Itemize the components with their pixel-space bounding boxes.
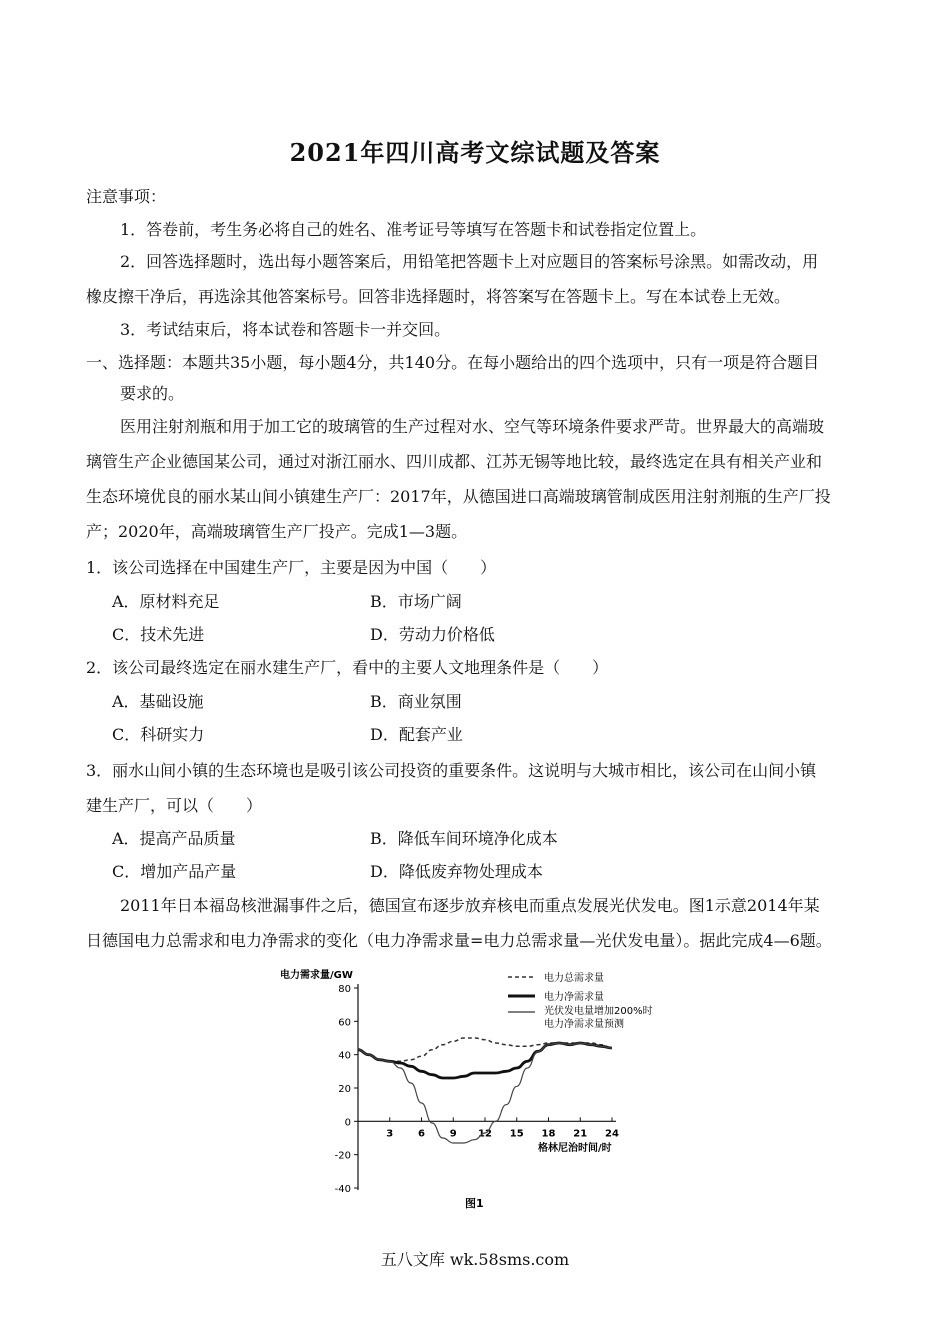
question-2-option-c: C．科研实力 — [112, 725, 205, 744]
legend-label-forecast-1: 光伏发电量增加200%时 — [544, 1006, 653, 1017]
series-total-demand-line — [358, 1038, 612, 1061]
legend-label-net: 电力净需求量 — [544, 992, 604, 1003]
demand-chart — [280, 962, 700, 1222]
question-1-option-a: A．原材料充足 — [112, 592, 220, 611]
chart-caption: 图1 — [465, 1197, 484, 1210]
y-tick-label: 20 — [338, 1084, 351, 1095]
question-2-option-d: D．配套产业 — [370, 725, 463, 744]
x-tick-label: 12 — [478, 1128, 492, 1140]
question-1-option-c: C．技术先进 — [112, 625, 205, 644]
y-tick-label: -40 — [334, 1184, 351, 1195]
passage2-line-2: 日德国电力总需求和电力净需求的变化（电力净需求量=电力总需求量—光伏发电量）。据此完成4—6题。 — [86, 931, 832, 950]
x-tick-label: 3 — [386, 1128, 394, 1140]
notice-line-4: 3．考试结束后，将本试卷和答题卡一并交回。 — [120, 320, 451, 339]
x-tick-label: 15 — [509, 1128, 524, 1140]
legend-label-forecast-2: 电力净需求量预测 — [544, 1019, 624, 1030]
passage1-line-3: 生态环境优良的丽水某山间小镇建生产厂：2017年，从德国进口高端玻璃管制成医用注射剂瓶的生产厂投 — [86, 487, 831, 506]
y-tick-label: 60 — [338, 1017, 351, 1029]
question-3-option-a: A．提高产品质量 — [112, 829, 236, 848]
footer-watermark: 五八文库 wk.58sms.com — [380, 1250, 570, 1269]
passage1-line-1: 医用注射剂瓶和用于加工它的玻璃管的生产过程对水、空气等环境条件要求严苛。世界最大的高端玻 — [120, 417, 825, 436]
x-tick-label: 18 — [541, 1128, 556, 1140]
question-3-option-c: C．增加产品产量 — [112, 862, 237, 881]
passage1-line-4: 产；2020年，高端玻璃管生产厂投产。完成1—3题。 — [86, 522, 468, 541]
question-1-option-d: D．劳动力价格低 — [370, 625, 495, 644]
passage2-line-1: 2011年日本福岛核泄漏事件之后，德国宣布逐步放弃核电而重点发展光伏发电。图1示意2014年某 — [120, 896, 820, 915]
series-net-demand-line — [358, 1043, 612, 1078]
x-tick-label: 9 — [449, 1128, 457, 1140]
section-heading-cont: 要求的。 — [120, 384, 185, 403]
y-tick-label: 80 — [338, 984, 351, 995]
question-3-stem: 3．丽水山间小镇的生态环境也是吸引该公司投资的重要条件。这说明与大城市相比，该公司在山间小镇 — [86, 761, 817, 780]
y-tick-label: -20 — [334, 1150, 351, 1162]
y-tick-label: 40 — [338, 1050, 351, 1062]
chart-legend — [508, 971, 653, 1030]
notice-line-3: 橡皮擦干净后，再选涂其他答案标号。回答非选择题时，将答案写在答题卡上。写在本试卷上无效。 — [86, 287, 791, 306]
question-2-stem: 2．该公司最终选定在丽水建生产厂，看中的主要人文地理条件是（ ） — [86, 658, 609, 677]
page-title: 2021年四川高考文综试题及答案 — [289, 138, 661, 167]
x-tick-label: 24 — [605, 1128, 619, 1140]
x-tick-label: 21 — [573, 1128, 588, 1140]
y-tick-label: 0 — [344, 1117, 351, 1129]
question-3-option-b: B．降低车间环境净化成本 — [370, 829, 558, 848]
question-3-option-d: D．降低废弃物处理成本 — [370, 862, 543, 881]
question-2-option-b: B．商业氛围 — [370, 692, 462, 711]
notice-heading: 注意事项： — [86, 187, 167, 206]
section-heading: 一、选择题：本题共35小题，每小题4分，共140分。在每小题给出的四个选项中，只有一项是符合题目 — [86, 353, 820, 372]
legend-label-total: 电力总需求量 — [544, 973, 604, 984]
question-2-option-a: A．基础设施 — [112, 692, 204, 711]
question-1-option-b: B．市场广阔 — [370, 592, 462, 611]
x-tick-label: 6 — [418, 1128, 425, 1140]
question-1-stem: 1．该公司选择在中国建生产厂，主要是因为中国（ ） — [86, 558, 497, 577]
chart-plot — [358, 1038, 612, 1143]
passage1-line-2: 璃管生产企业德国某公司，通过对浙江丽水、四川成都、江苏无锡等地比较，最终选定在具有相关产业和 — [86, 452, 823, 471]
chart-y-label: 电力需求量/GW — [280, 970, 353, 981]
question-3-stem-cont: 建生产厂，可以（ ） — [86, 796, 263, 815]
notice-line-1: 1．答卷前，考生务必将自己的姓名、准考证号等填写在答题卡和试卷指定位置上。 — [120, 220, 707, 239]
chart-x-label: 格林尼治时间/时 — [538, 1143, 612, 1154]
notice-line-2: 2．回答选择题时，选出每小题答案后，用铅笔把答题卡上对应题目的答案标号涂黑。如需改动，用 — [120, 252, 819, 271]
